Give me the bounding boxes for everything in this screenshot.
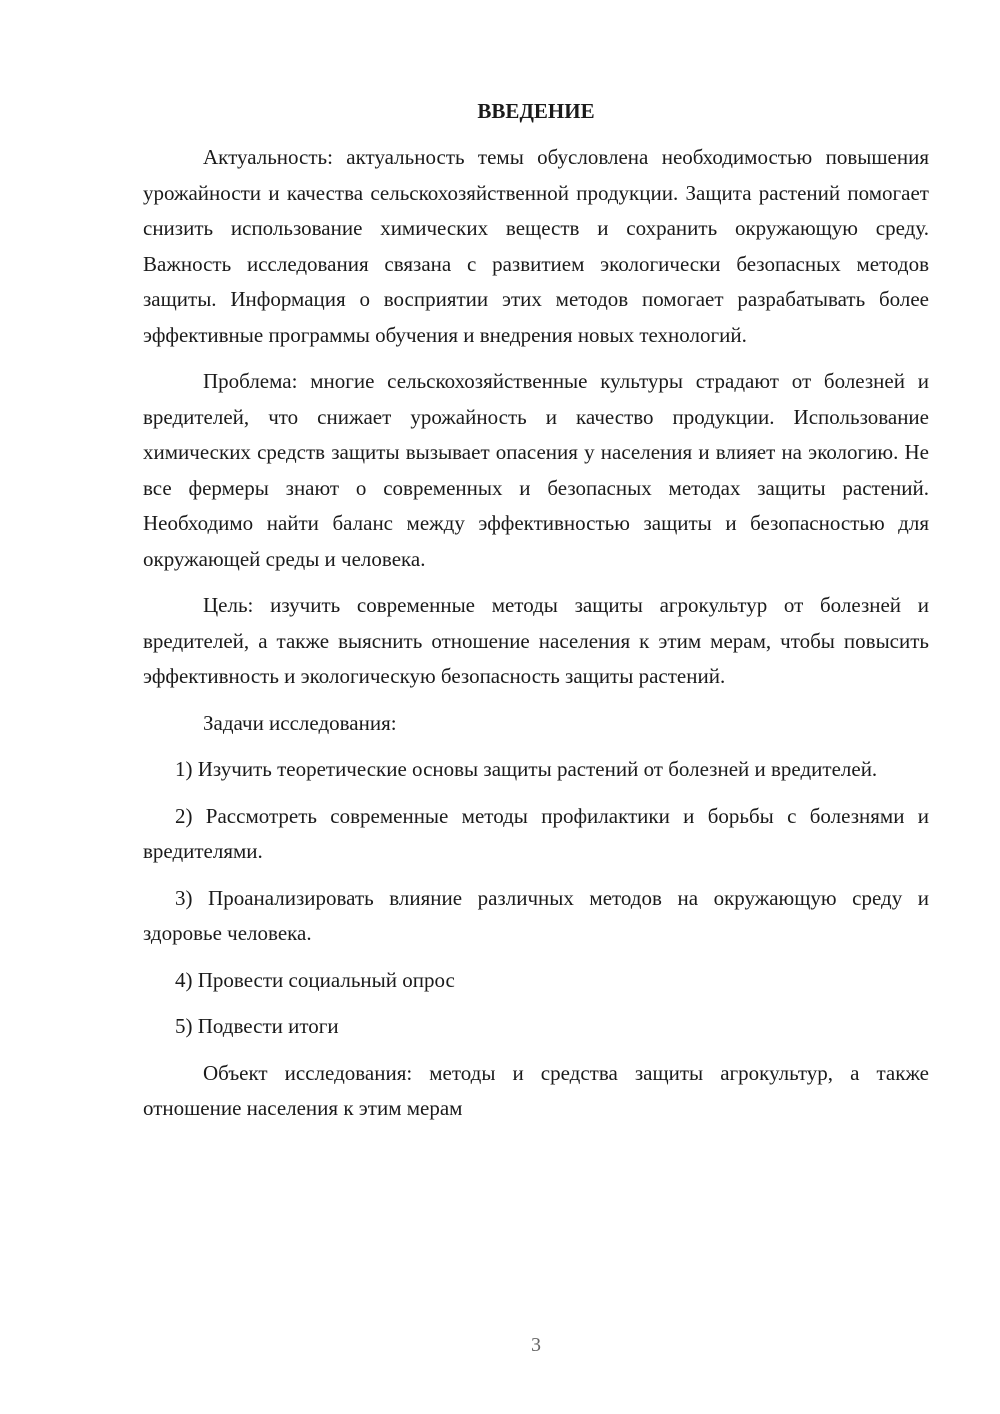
- task-item: 3) Проанализировать влияние различных методов на окружающую среду и здоровье человека.: [143, 885, 929, 945]
- relevance-paragraph: Актуальность: актуальность темы обусловлена необходимостью повышения урожайности и качества сельскохозяйственной продукции. Защита растений помогает снизить использование химических веществ и сохранить окружающую среду. Важность исследования связана с развитием экологически безопасных методов защиты. Информация о восприятии этих методов помогает разрабатывать более эффективные программы обучения и внедрения новых технологий.: [143, 145, 929, 347]
- task-item: 5) Подвести итоги: [175, 1014, 339, 1038]
- page-content: [143, 96, 929, 1138]
- task-item: 2) Рассмотреть современные методы профилактики и борьбы с болезнями и вредителями.: [143, 803, 929, 863]
- tasks-list: [143, 752, 929, 1045]
- goal-paragraph: Цель: изучить современные методы защиты агрокультур от болезней и вредителей, а также выяснить отношение населения к этим мерам, чтобы повысить эффективность и экологическую безопасность защиты растений.: [143, 593, 929, 688]
- tasks-title: Задачи исследования:: [203, 710, 397, 735]
- page-number: 3: [531, 1334, 541, 1356]
- task-item: 4) Провести социальный опрос: [175, 967, 455, 992]
- object-paragraph: Объект исследования: методы и средства защиты агрокультур, а также отношение населения к этим мерам: [143, 1060, 929, 1120]
- section-heading: ВВЕДЕНИЕ: [477, 99, 595, 123]
- problem-paragraph: Проблема: многие сельскохозяйственные культуры страдают от болезней и вредителей, что снижает урожайность и качество продукции. Использование химических средств защиты вызывает опасения у населения и влияет на экологию. Не все фермеры знают о современных и безопасных методах защиты растений. Необходимо найти баланс между эффективностью защиты и безопасностью для окружающей среды и человека.: [143, 369, 929, 571]
- task-item: 1) Изучить теоретические основы защиты растений от болезней и вредителей.: [175, 757, 878, 781]
